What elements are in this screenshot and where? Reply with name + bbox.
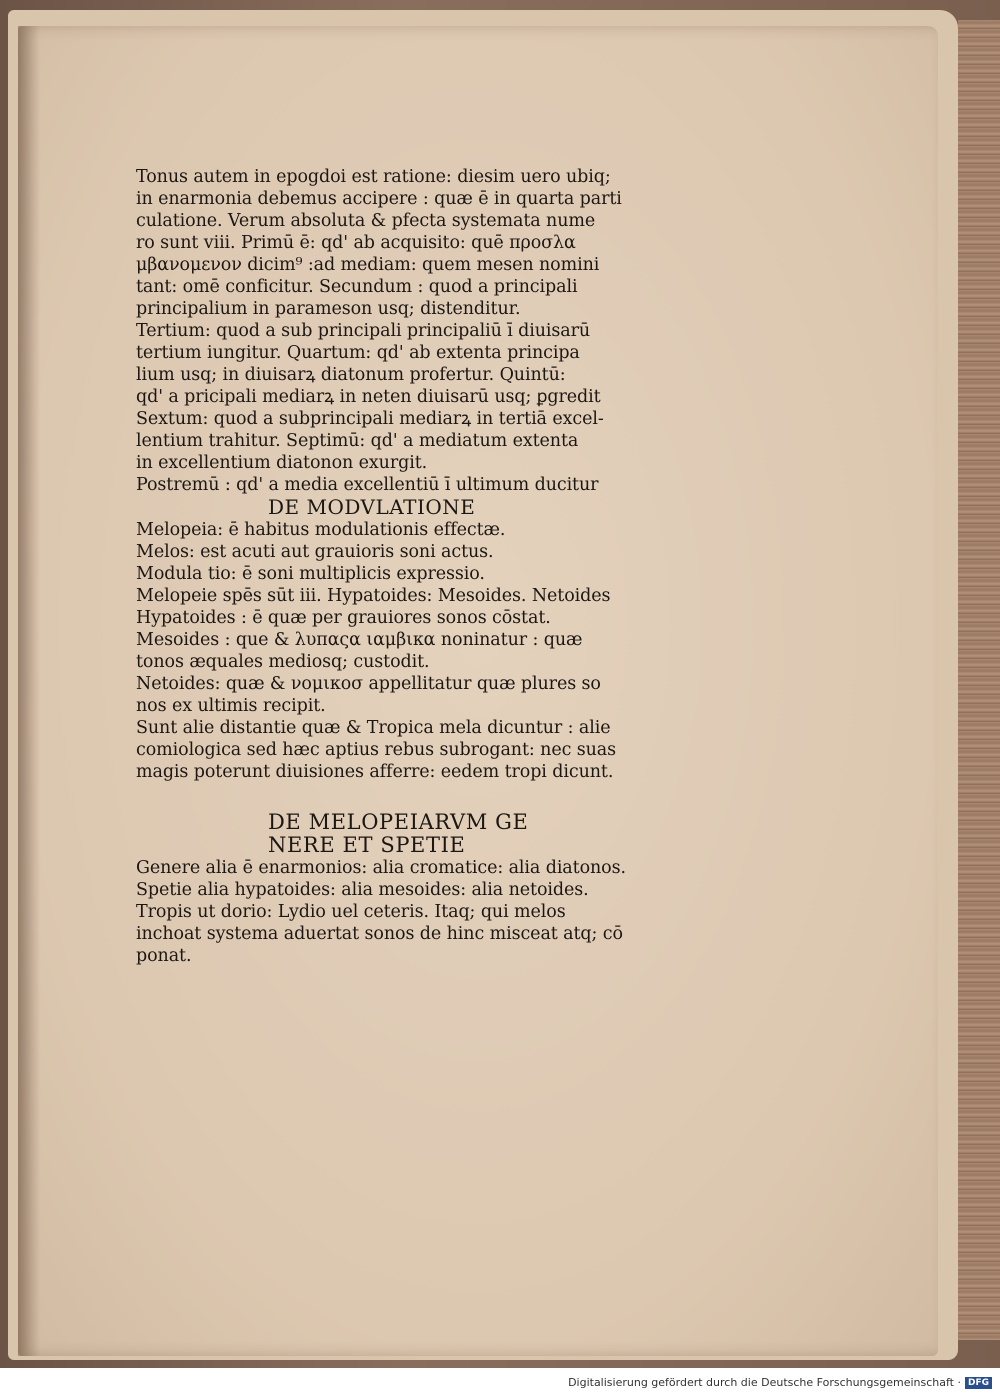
text-line: Tonus autem in epogdoi est ratione: diesim uero ubiq; [136,167,611,187]
text-line: Netoides: quæ & νομικοσ appellitatur quæ plures so [136,674,601,694]
dfg-logo-icon: DFG [965,1377,992,1389]
text-line: Hypatoides : ē quæ per grauiores sonos cōstat. [136,608,551,628]
text-line: ro sunt viii. Primū ē: qd' ab acquisito: quē προσλα [136,233,576,253]
book-board-edge [958,20,1000,1340]
text-line: Melos: est acuti aut grauioris soni actus. [136,542,494,562]
text-line: Genere alia ē enarmonios: alia cromatice: alia diatonos. [136,858,626,878]
page-stack [8,10,958,1360]
heading-de-melopeiarum-line-2: NERE ET SPETIE [268,833,466,857]
text-line: tertium iungitur. Quartum: qd' ab extenta principa [136,343,580,363]
text-line: comiologica sed hæc aptius rebus subrogant: nec suas [136,740,617,760]
text-line: Melopeie spēs sūt iii. Hypatoides: Mesoides. Netoides [136,586,611,606]
heading-de-modulatione: DE MODVLATIONE [268,495,476,519]
text-line: lentium trahitur. Septimū: qd' a mediatum extenta [136,431,579,451]
text-line: Modula tio: ē soni multiplicis expressio. [136,564,485,584]
text-line: Spetie alia hypatoides: alia mesoides: alia netoides. [136,880,589,900]
text-line: Tropis ut dorio: Lydio uel ceteris. Itaq; qui melos [136,902,566,922]
heading-de-melopeiarum-line-1: DE MELOPEIARVM GE [268,810,529,834]
footer-bar [0,1368,1000,1393]
text-line: in enarmonia debemus accipere : quæ ē in quarta parti [136,189,622,209]
text-line: magis poterunt diuisiones afferre: eedem tropi dicunt. [136,762,614,782]
text-line: principalium in parameson usq; distenditur. [136,299,521,319]
text-line: in excellentium diatonon exurgit. [136,453,428,473]
text-line: ponat. [136,946,192,966]
book-page [18,26,938,1356]
text-section-melopeiarum [136,857,736,967]
text-line: tonos æquales mediosq; custodit. [136,652,430,672]
text-line: Mesoides : que & λυπαςα ιαμβικα noninatur : quæ [136,630,583,650]
text-line: μβανομενον dicim⁹ :ad mediam: quem mesen nomini [136,255,600,275]
text-section-systemata [136,166,736,496]
text-line: inchoat systema aduertat sonos de hinc misceat atq; cō [136,924,623,944]
text-line: Melopeia: ē habitus modulationis effectæ. [136,520,506,540]
text-line: Sextum: quod a subprincipali mediarꝝ in tertiā excel- [136,409,604,429]
text-line: Sunt alie distantie quæ & Tropica mela dicuntur : alie [136,718,611,738]
text-line: Tertium: quod a sub principali principaliū ī diuisarū [136,321,591,341]
text-section-modulatione [136,519,736,783]
text-line: lium usq; in diuisarꝝ diatonum profertur. Quintū: [136,365,566,385]
text-line: nos ex ultimis recipit. [136,696,326,716]
section-gap [136,783,736,811]
text-block [136,166,736,967]
funding-credit [568,1376,992,1389]
text-line: tant: omē conficitur. Secundum : quod a principali [136,277,578,297]
text-line: qd' a pricipali mediarꝝ in neten diuisarū usq; ꝑgredit [136,387,601,407]
text-line: culatione. Verum absoluta & pfecta systemata nume [136,211,596,231]
text-line: Postremū : qd' a media excellentiū ī ultimum ducitur [136,475,599,495]
funding-credit-text: Digitalisierung gefördert durch die Deutsche Forschungsgemeinschaft · [568,1376,961,1389]
page-gutter [18,26,40,1356]
